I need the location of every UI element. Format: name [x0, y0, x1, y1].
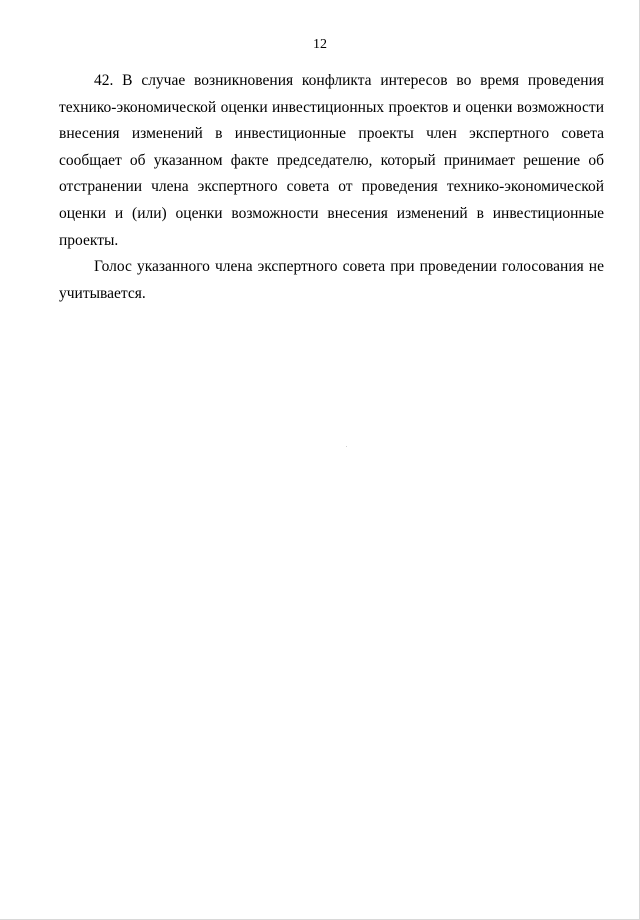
paragraph-42: 42. В случае возникновения конфликта интересов во время проведения технико-экономической оценки инвестиционных проектов и оценки возможности внесения изменений в инвестиционные проекты член экспертного совета сообщает об указанном факте председателю, который принимает решение об отстранении члена экспертного совета от проведения технико-экономической оценки и (или) оценки возможности внесения изменений в инвестиционные проекты.: [59, 72, 604, 249]
page-number: 12: [313, 37, 327, 52]
scan-speck: [346, 446, 347, 447]
paragraph-vote-note: Голос указанного члена экспертного совета при проведении голосования не учитывается.: [59, 258, 604, 302]
document-body: [59, 68, 604, 307]
